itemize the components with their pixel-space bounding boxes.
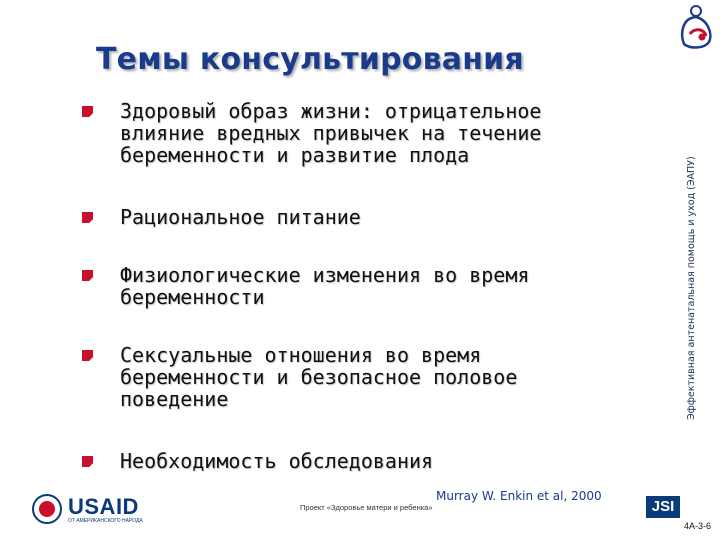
bullet-line: Рациональное питание — [120, 205, 361, 229]
jsi-logo-icon: JSI — [646, 496, 680, 518]
bullet-line: беременности — [120, 285, 265, 309]
bullet-line: Физиологические изменения во время — [120, 263, 530, 287]
citation: Murray W. Enkin et al, 2000 — [436, 489, 602, 503]
bullet-text — [120, 100, 640, 166]
bullet-line: беременности и развитие плода — [120, 143, 470, 167]
bullet-text — [120, 344, 640, 410]
bullet-line: беременности и безопасное половое — [120, 365, 518, 389]
bullet-square-icon — [82, 270, 93, 281]
usaid-logo — [32, 494, 152, 526]
bullet-line: влияние вредных привычек на течение — [120, 121, 542, 145]
bullet-text — [120, 206, 640, 228]
mother-child-logo-icon — [676, 4, 716, 50]
bullet-line: поведение — [120, 387, 229, 411]
bullet-square-icon — [82, 106, 93, 117]
side-caption: Эффективная антенатальная помощь и уход (ЭАПУ) — [686, 156, 697, 420]
bullet-text — [120, 264, 640, 308]
bullet-text — [120, 450, 640, 472]
bullet-square-icon — [82, 212, 93, 223]
bullet-square-icon — [82, 350, 93, 361]
bullet-square-icon — [82, 456, 93, 467]
usaid-seal-icon — [32, 494, 62, 524]
bullet-line: Сексуальные отношения во время — [120, 343, 482, 367]
bullet-line: Здоровый образ жизни: отрицательное — [120, 99, 542, 123]
usaid-tagline: ОТ АМЕРИКАНСКОГО НАРОДА — [68, 518, 143, 524]
slide-title: Темы консультирования — [96, 42, 524, 77]
usaid-wordmark: USAID — [68, 494, 139, 519]
project-name: Проект «Здоровье матери и ребенка» — [300, 503, 433, 512]
bullet-line: Необходимость обследования — [120, 449, 434, 473]
slide-number: 4A-3-6 — [684, 521, 712, 531]
